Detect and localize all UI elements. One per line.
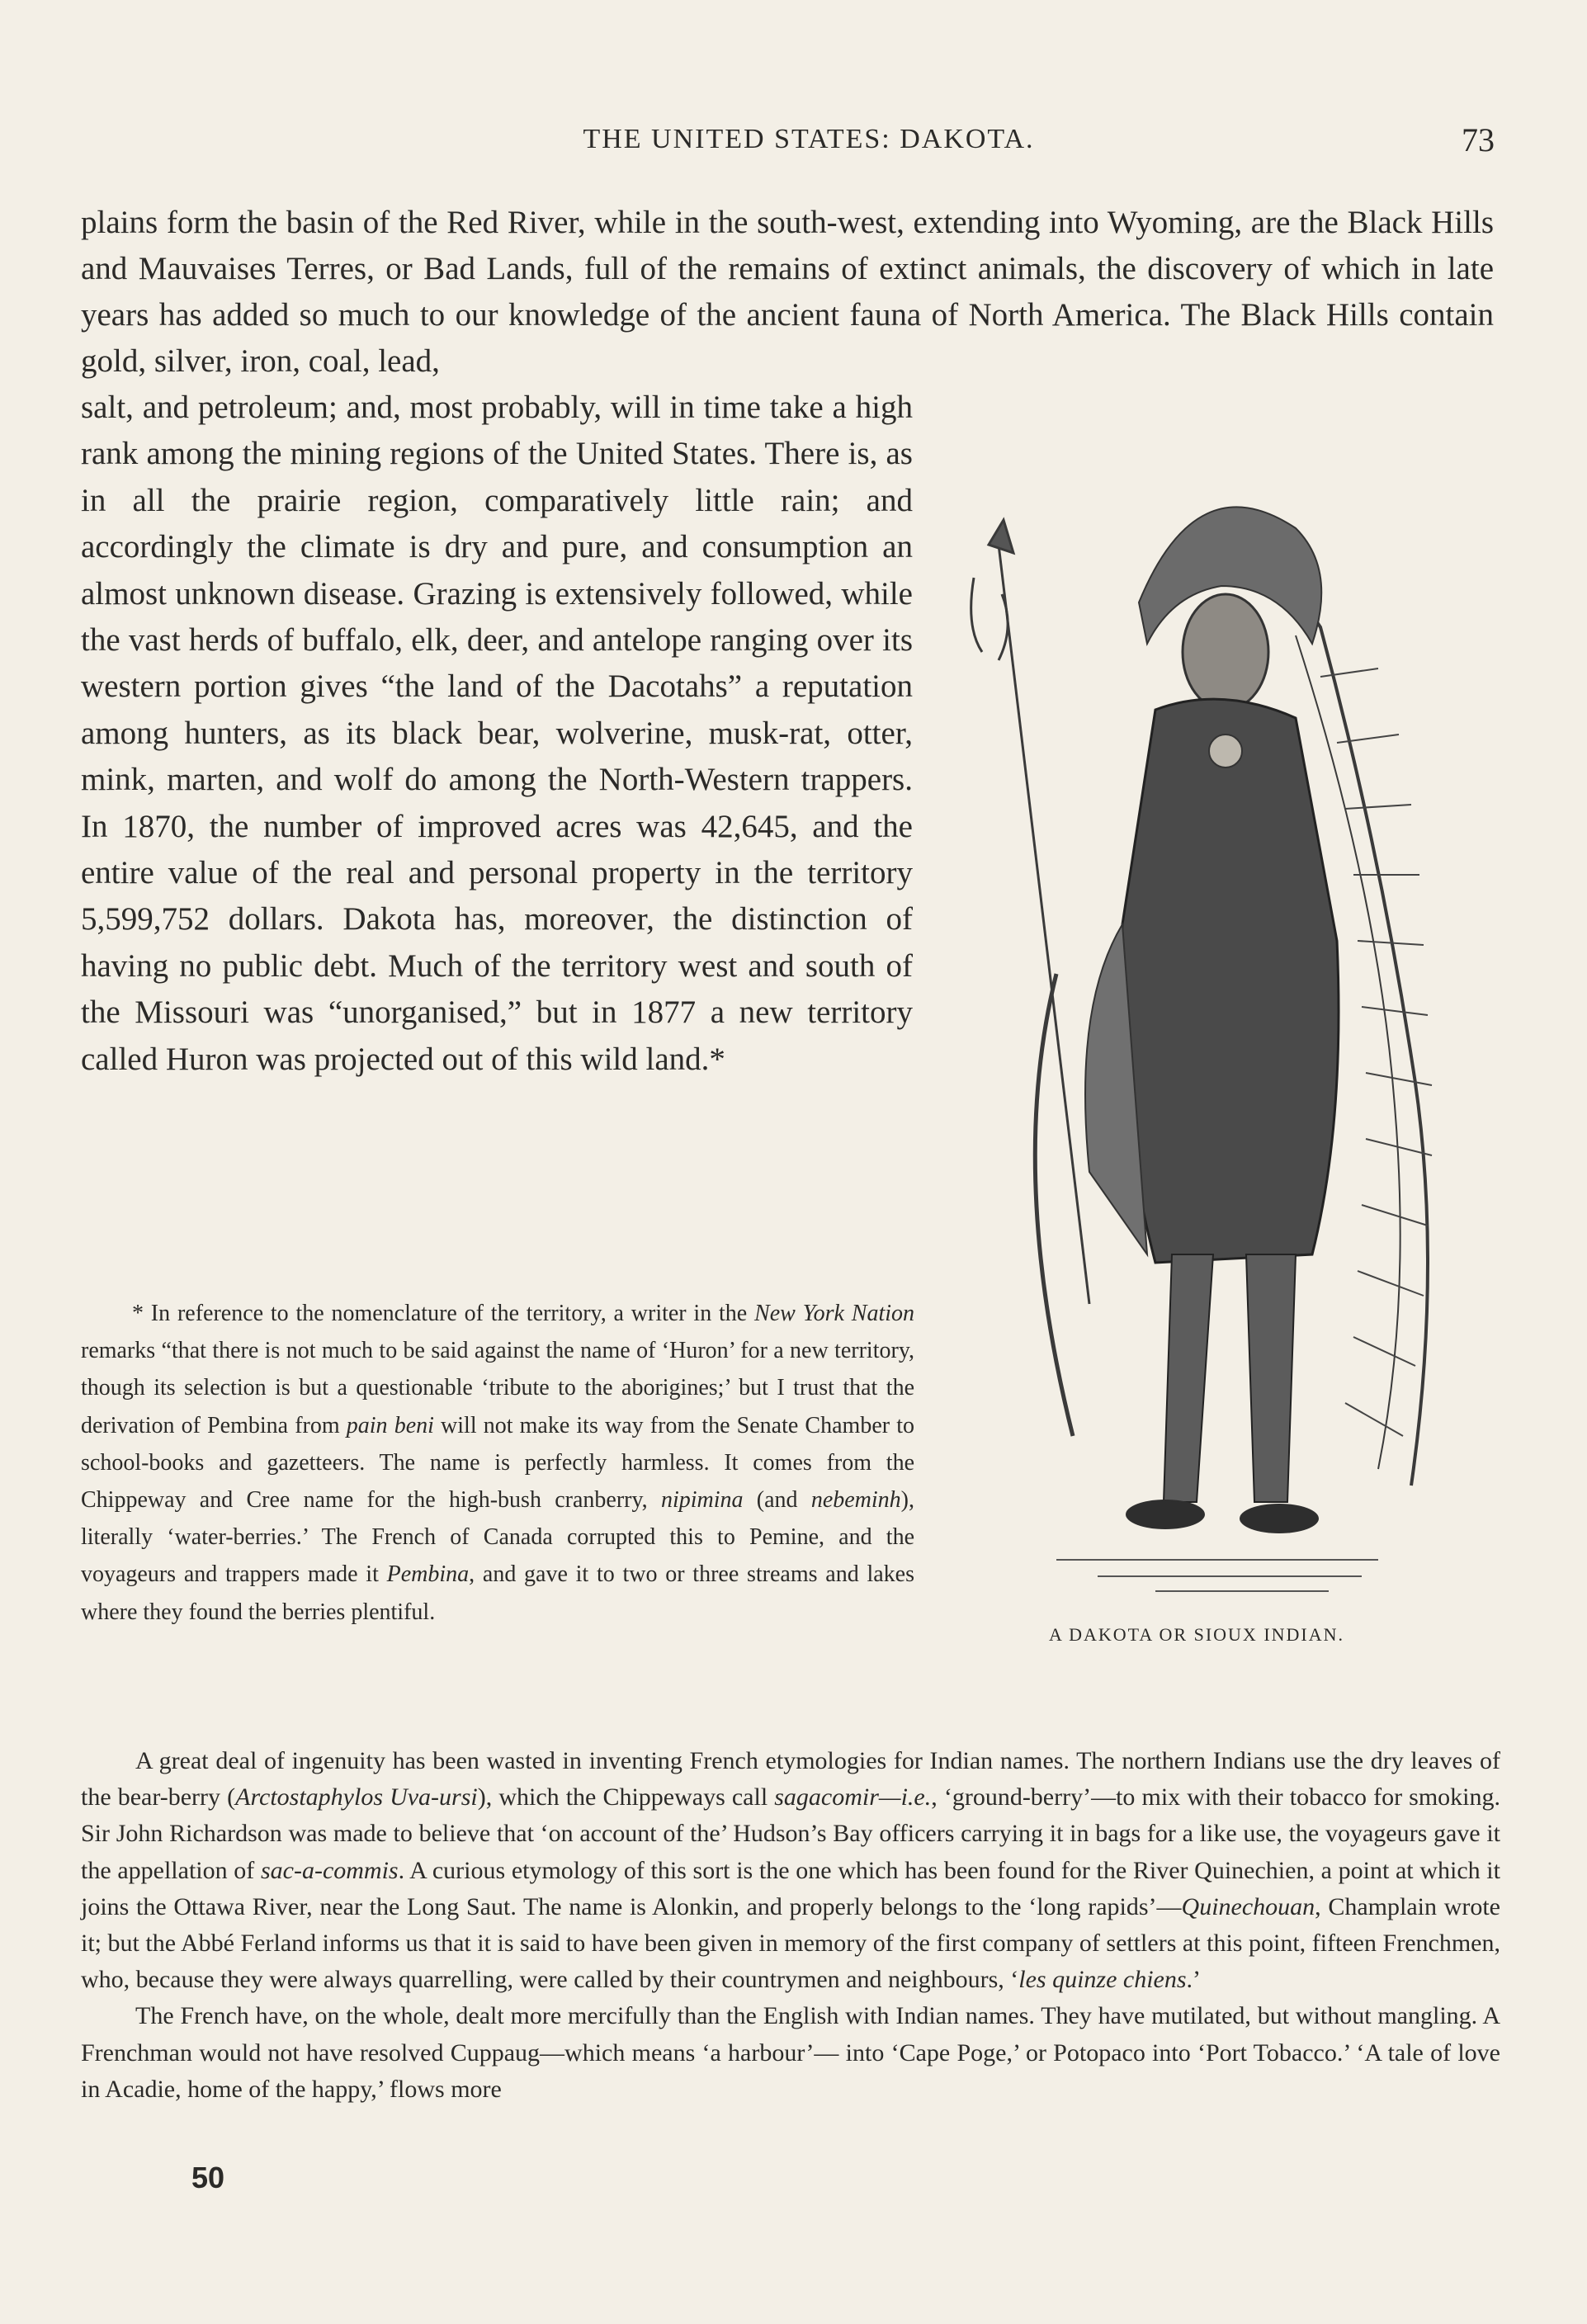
figure-caption: A DAKOTA OR SIOUX INDIAN. [1048,1624,1345,1645]
footnote-text: * In reference to the nomenclature of the territory, a writer in the New York Nation remarks “that there is not much to be said against the name of ‘Huron’ for a new territory, though its selection is but a questionable ‘tribute to the aborigines;’ but I trust that the derivation of Pembina from pain beni will not make its way from the Senate Chamber to school-books and gazetteers. The name is perfectly harmless. It comes from the Chippeway and Cree name for the high-bush cranberry, nipimina (and nebeminh), literally ‘water-berries.’ The French of Canada corrupted this to Pemine, and the voyageurs and trappers made it Pembina, and gave it to two or three streams and lakes where they found the berries plentiful. [81,1301,915,1625]
footnote [81,1295,914,1631]
body-paragraph-1: A great deal of ingenuity has been wasted in inventing French etymologies for Indian names. The northern Indians use the dry leaves of the bear-berry (Arctostaphylos Uva-ursi), which the Chippeways call sagacomir—i.e., ‘ground-berry’—to mix with their tobacco for smoking. Sir John Richardson was made to believe that ‘on account of the’ Hudson’s Bay officers carrying it in bags for a like use, the voyageurs gave it the appellation of sac-a-commis. A curious etymology of this sort is the one which has been found for the River Quinechien, a point at which it joins the Ottawa River, near the Long Saut. The name is Alonkin, and properly belongs to the ‘long rapids’—Quinechouan, Champlain wrote it; but the Abbé Ferland informs us that it is said to have been given in memory of the first company of settlers at this point, fifteen Frenchmen, who, because they were always quarrelling, were called by their countrymen and neighbours, ‘les quinze chiens.’ [81,1747,1501,1994]
intro-text: plains form the basin of the Red River, while in the south-west, extending into Wyoming, are the Black Hills and Mauvaises Terres, or Bad Lands, full of the remains of extinct animals, the discovery of which in late years has added so much to our knowledge of the ancient fauna of North America. The Black Hills contain gold, silver, iron, coal, lead, [81,205,1494,379]
illustration-dakota-indian [949,429,1444,1609]
narrow-column [81,385,913,1083]
body-paragraph-2: The French have, on the whole, dealt more mercifully than the English with Indian names. They have mutilated, but without mangling. A Frenchman would not have resolved Cuppaug—which means ‘a harbour’— into ‘Cape Poge,’ or Potopaco into ‘Port Tobacco.’ ‘A tale of love in Acadie, home of the happy,’ flows more [81,2002,1500,2103]
page-number: 73 [1462,121,1495,158]
body-text [81,1743,1500,2108]
column-text: salt, and petroleum; and, most probably, will in time take a high rank among the mining regions of the United States. There is, as in all the prairie region, comparatively little rain; and accordingly the climate is dry and pure, and consumption an almost unknown disease. Grazing is extensively followed, while the vast herds of buffalo, elk, deer, and antelope ranging over its western portion gives “the land of the Dacotahs” a reputation among hunters, as its black bear, wolverine, musk-rat, otter, mink, marten, and wolf do among the North-Western trappers. In 1870, the number of improved acres was 42,645, and the entire value of the real and personal property in the territory 5,599,752 dollars. Dakota has, moreover, the distinction of having no public debt. Much of the territory west and south of the Missouri was “unorganised,” but in 1877 a new territory called Huron was projected out of this wild land.* [81,390,913,1077]
intro-paragraph [81,200,1494,385]
running-head [0,121,1587,165]
signature-mark: 50 [191,2161,225,2194]
engraving [949,429,1444,1609]
running-title: THE UNITED STATES: DAKOTA. [583,124,1035,154]
